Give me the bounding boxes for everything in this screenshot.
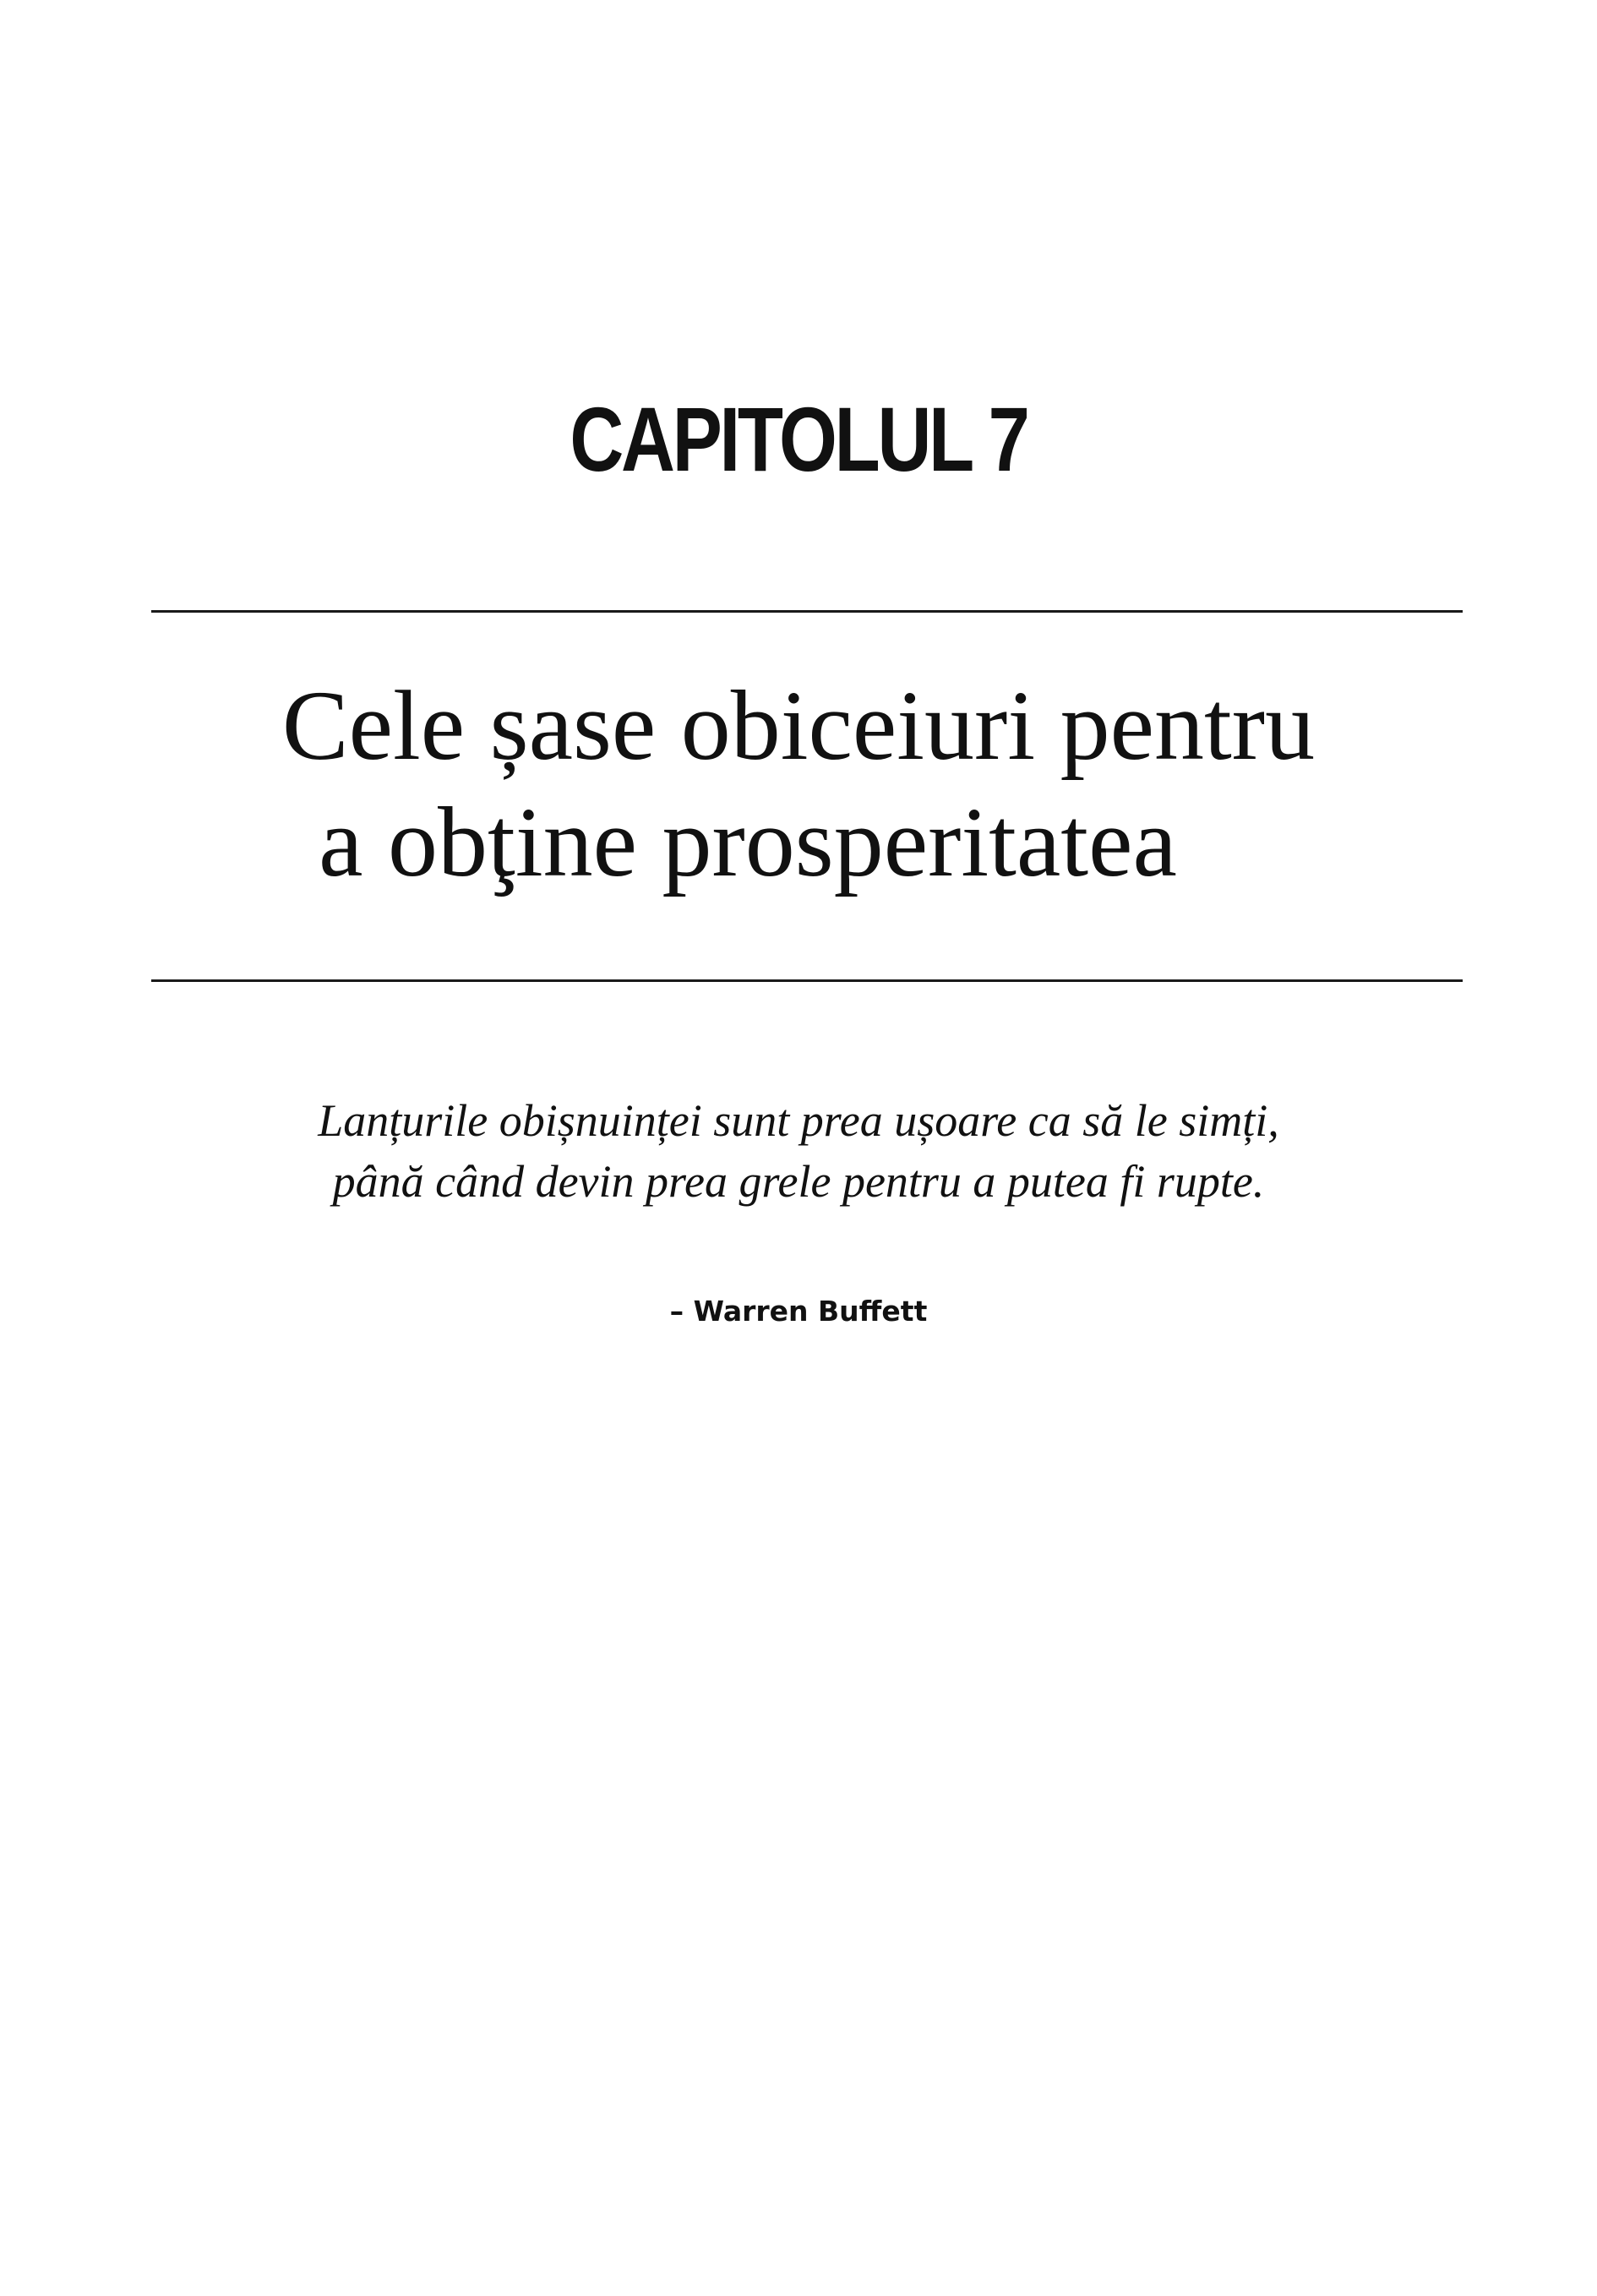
chapter-title-line-1: Cele șase obiceiuri pentru — [281, 670, 1316, 781]
chapter-title-line-2: a obţine prosperitatea — [319, 787, 1177, 897]
top-divider — [151, 610, 1463, 613]
bottom-divider — [151, 979, 1463, 982]
epigraph-line-2: până când devin prea grele pentru a putea fi rupte. — [332, 1156, 1265, 1207]
chapter-title — [253, 668, 1344, 901]
epigraph-attribution: – Warren Buffett — [669, 1295, 928, 1328]
epigraph-quote — [237, 1090, 1360, 1212]
epigraph-line-1: Lanțurile obișnuinței sunt prea ușoare ca să le simți, — [318, 1095, 1279, 1146]
chapter-label: CAPITOLUL 7 — [570, 388, 1027, 490]
